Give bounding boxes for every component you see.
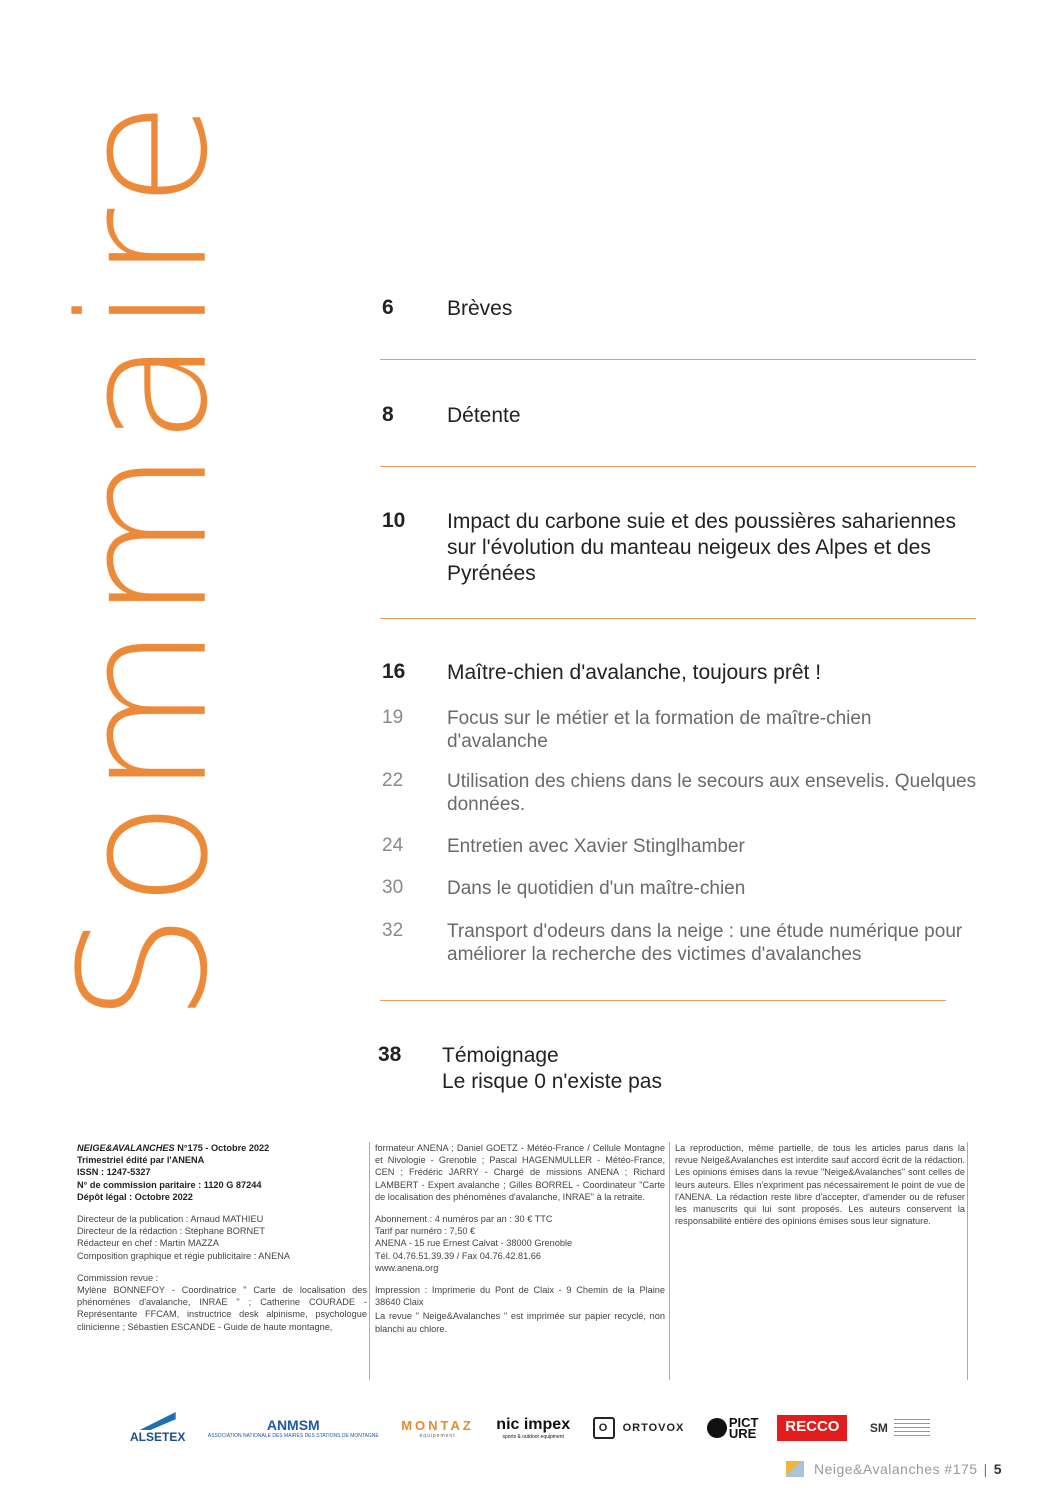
commission-label: Commission revue : — [77, 1272, 159, 1283]
toc-title: Utilisation des chiens dans le secours aux ensevelis. Quelques données. — [447, 771, 977, 815]
toc-title: Impact du carbone suie et des poussières sahariennes sur l'évolution du manteau neigeux des Alpes et des Pyrénées — [447, 510, 956, 585]
sponsor-name: SM — [869, 1421, 888, 1435]
subscription-line: ANENA - 15 rue Ernest Calvat - 38000 Grenoble — [375, 1238, 573, 1249]
column-divider — [967, 1142, 968, 1380]
toc-page-number: 22 — [382, 770, 404, 791]
page-number: 5 — [993, 1461, 1002, 1477]
sponsor-tagline: ASSOCIATION NATIONALE DES MAIRES DES STATIONS DE MONTAGNE — [207, 1433, 379, 1439]
magazine-icon — [786, 1461, 804, 1477]
divider — [380, 359, 976, 360]
column-divider — [369, 1142, 370, 1380]
printing: Impression : Imprimerie du Pont de Claix - 9 Chemin de la Plaine 38640 Claix — [375, 1285, 665, 1308]
toc-page-number: 10 — [382, 509, 406, 532]
toc-title: Détente — [447, 404, 521, 427]
footer-separator: | — [983, 1461, 988, 1477]
sm-logo — [870, 1419, 930, 1437]
frequency: Trimestriel édité par l'ANENA — [77, 1155, 205, 1166]
divider — [380, 1000, 946, 1001]
colophon-col-3 — [675, 1142, 965, 1237]
sponsor-name: RECCO — [785, 1418, 840, 1435]
alsetex-logo — [130, 1412, 185, 1444]
website-link[interactable]: www.anena.org — [375, 1262, 439, 1273]
ortovox-mark-icon: O — [593, 1417, 615, 1439]
sm-lines-icon — [894, 1419, 930, 1437]
divider — [380, 618, 976, 619]
toc-title: Dans le quotidien d'un maître-chien — [447, 878, 746, 899]
toc-page-number: 16 — [382, 660, 406, 683]
sponsor-tagline: sports & outdoor equipment — [502, 1434, 564, 1440]
sponsor-name: ORTOVOX — [622, 1422, 685, 1434]
toc-subtitle: Le risque 0 n'existe pas — [442, 1070, 662, 1093]
column-divider — [669, 1142, 670, 1380]
toc-page-number: 6 — [382, 296, 394, 319]
commission-text: Mylène BONNEFOY - Coordinatrice " Carte de localisation des phénomènes d'avalanche, INRAE " ; Catherine COURADE - Représentante FFCAM, instructrice desk alpinisme, psychologue clinicienne ; Sébastien ESCANDE - Guide de haute montagne, — [77, 1285, 367, 1332]
subscription-line: Tarif par numéro : 7,50 € — [375, 1226, 476, 1237]
subscription-line: Abonnement : 4 numéros par an : 30 € TTC — [375, 1214, 553, 1225]
sponsor-name: MONTAZ — [401, 1417, 474, 1433]
toc-title: Transport d'odeurs dans la neige : une étude numérique pour améliorer la recherche des victimes d'avalanches — [447, 921, 963, 965]
montaz-logo — [401, 1418, 474, 1439]
toc-page-number: 8 — [382, 403, 394, 426]
subscription-line: Tél. 04.76.51.39.39 / Fax 04.76.42.81.66 — [375, 1250, 542, 1261]
commission-number: N° de commission paritaire : 1120 G 87244 — [77, 1179, 262, 1190]
toc-title: Brèves — [447, 297, 513, 320]
staff-line: Directeur de la publication : Arnaud MATHIEU — [77, 1214, 264, 1225]
recco-logo — [777, 1415, 847, 1441]
page-title: Sommaire — [42, 96, 247, 1024]
toc-title: Témoignage — [442, 1044, 559, 1067]
page-footer — [786, 1461, 1002, 1477]
toc-title: Entretien avec Xavier Stinglhamber — [447, 836, 745, 857]
paper-note: La revue " Neige&Avalanches " est imprimée sur papier recyclé, non blanchi au chlore. — [375, 1311, 665, 1334]
staff-line: Directeur de la rédaction : Stéphane BORNET — [77, 1226, 265, 1237]
sponsor-tagline: équipement — [419, 1432, 456, 1439]
colophon-col-1 — [77, 1142, 367, 1333]
depot-legal: Dépôt légal : Octobre 2022 — [77, 1191, 193, 1202]
picture-logo — [707, 1415, 759, 1441]
sponsor-name: PICT URE — [728, 1415, 759, 1441]
toc-page-number: 32 — [382, 920, 404, 941]
rights-text: La reproduction, même partielle, de tous les articles parus dans la revue Neige&Avalanches est interdite sauf accord écrit de la rédaction. Les opinions émises dans la revue "Neige&Avalanches" sont celles de leurs auteurs. Elles n'expriment pas nécessairement le point de vue de l'ANENA. La rédaction reste libre d'accepter, d'amender ou de refuser les manuscrits qui lui sont proposés. Les auteurs conservent la responsabilité entière des opinions émises sous leur signature. — [675, 1143, 965, 1227]
issn: ISSN : 1247-5327 — [77, 1167, 151, 1178]
colophon-col-2 — [375, 1142, 665, 1345]
toc-page-number: 30 — [382, 877, 404, 898]
toc-page-number: 24 — [382, 835, 404, 856]
sponsor-logos — [130, 1408, 930, 1448]
sponsor-name: ANMSM — [266, 1417, 320, 1433]
divider — [380, 466, 976, 467]
picture-mark-icon — [707, 1418, 727, 1438]
anmsm-logo — [208, 1417, 379, 1439]
toc-title: Focus sur le métier et la formation de maître-chien d'avalanche — [447, 708, 872, 752]
sponsor-name: nic impex — [496, 1416, 571, 1433]
sommaire-title — [42, 96, 247, 1024]
staff-line: Composition graphique et régie publicitaire : ANENA — [77, 1250, 290, 1261]
sponsor-name: ALSETEX — [130, 1430, 186, 1444]
staff-line: Rédacteur en chef : Martin MAZZA — [77, 1238, 219, 1249]
colophon — [77, 1142, 967, 1382]
toc-title: Maître-chien d'avalanche, toujours prêt ! — [447, 661, 822, 684]
ortovox-logo — [593, 1417, 685, 1439]
publication-name: NEIGE&AVALANCHES — [77, 1143, 175, 1153]
toc-page-number: 38 — [378, 1043, 402, 1066]
toc-page-number: 19 — [382, 707, 404, 728]
alsetex-mark-icon — [140, 1412, 176, 1430]
nic-impex-logo — [496, 1416, 570, 1440]
issue: N°175 - Octobre 2022 — [177, 1143, 270, 1153]
magazine-name: Neige&Avalanches #175 — [813, 1461, 978, 1477]
commission-continued: formateur ANENA ; Daniel GOETZ - Météo-France / Cellule Montagne et Nivologie - Grenoble ; Pascal HAGENMULLER - Météo-France, CEN ; Frédéric JARRY - Chargé de missions ANENA ; Richard LAMBERT - Expert avalanche ; Gilles BORREL - Coordinateur "Carte de localisation des phénomènes d'avalanche, INRAE" à la retraite. — [375, 1143, 665, 1202]
